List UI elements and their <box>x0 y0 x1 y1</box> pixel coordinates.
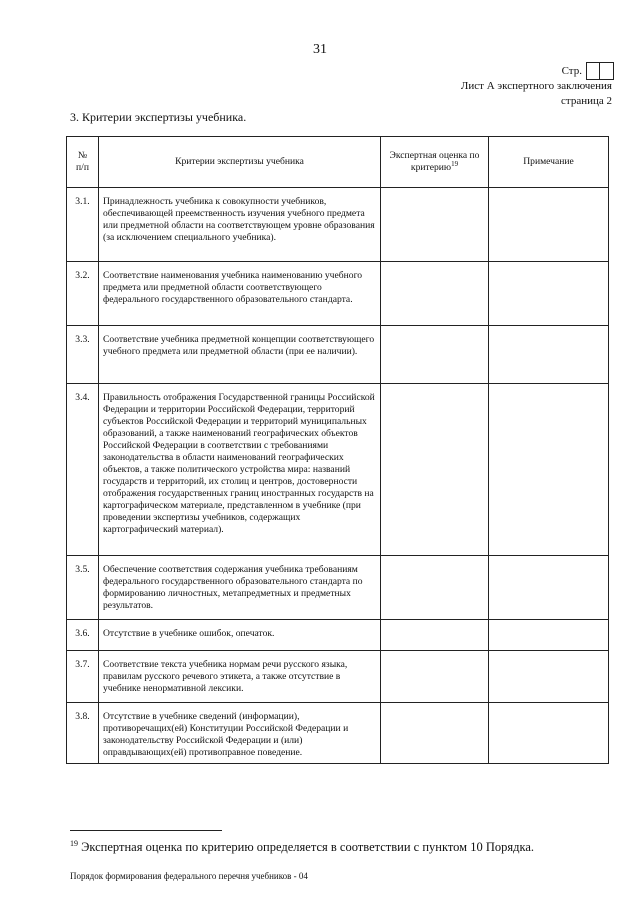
row-number: 3.5. <box>67 556 99 620</box>
row-assessment-cell[interactable] <box>381 620 489 651</box>
table-row <box>67 188 609 262</box>
header-number <box>67 137 99 188</box>
sheet-page: страница 2 <box>561 95 612 107</box>
row-criterion: Соответствие наименования учебника наименованию учебного предмета или предметной области соответствующего федерального государственного образовательного стандарта. <box>99 262 381 326</box>
header-note: Примечание <box>489 137 609 188</box>
page-reference <box>562 62 614 80</box>
row-assessment-cell[interactable] <box>381 384 489 556</box>
row-note-cell[interactable] <box>489 556 609 620</box>
header-number-symbol: № <box>77 150 88 161</box>
row-criterion: Отсутствие в учебнике сведений (информации), противоречащих(ей) Конституции Российской Федерации и законодательству Российской Федерации и (или) оправдывающих(ей) противоправное поведение. <box>99 703 381 764</box>
row-criterion: Соответствие текста учебника нормам речи русского языка, правилам русского речевого этикета, а также отсутствие в учебнике ненормативной лексики. <box>99 651 381 703</box>
row-number: 3.1. <box>67 188 99 262</box>
str-label: Стр. <box>561 65 582 77</box>
row-assessment-cell[interactable] <box>381 556 489 620</box>
footnote <box>70 840 534 855</box>
header-assessment <box>381 137 489 188</box>
row-number: 3.6. <box>67 620 99 651</box>
row-assessment-cell[interactable] <box>381 703 489 764</box>
table-header-row <box>67 137 609 188</box>
row-number: 3.3. <box>67 326 99 384</box>
header-criteria: Критерии экспертизы учебника <box>99 137 381 188</box>
row-note-cell[interactable] <box>489 651 609 703</box>
row-note-cell[interactable] <box>489 326 609 384</box>
footnote-text: Экспертная оценка по критерию определяется в соответствии с пунктом 10 Порядка. <box>78 840 535 854</box>
table-row <box>67 620 609 651</box>
footnote-marker: 19 <box>70 838 78 848</box>
row-number: 3.2. <box>67 262 99 326</box>
row-assessment-cell[interactable] <box>381 262 489 326</box>
row-criterion: Соответствие учебника предметной концепции соответствующего учебного предмета или предметной области (при ее наличии). <box>99 326 381 384</box>
row-note-cell[interactable] <box>489 620 609 651</box>
row-note-cell[interactable] <box>489 188 609 262</box>
table-row <box>67 556 609 620</box>
footnote-ref: 19 <box>451 159 459 168</box>
footnote-divider <box>70 830 222 831</box>
row-criterion: Правильность отображения Государственной границы Российской Федерации и территории Российской Федерации, территорий субъектов Российской Федерации и территорий муниципальных образований, а также наименований географических объектов Российской Федерации в соответствии с требованиями законодательства в области наименований географических объектов, а также политического устройства мира: названий государств и территорий, их столиц и центров, достоверности отображения государственных границ иностранных государств на картографическом материале, представленном в учебнике (при проведении экспертизы учебников, содержащих картографический материал). <box>99 384 381 556</box>
row-criterion: Обеспечение соответствия содержания учебника требованиям федерального государственного образовательного стандарта по формированию личностных, метапредметных и предметных результатов. <box>99 556 381 620</box>
row-number: 3.4. <box>67 384 99 556</box>
row-number: 3.8. <box>67 703 99 764</box>
row-number: 3.7. <box>67 651 99 703</box>
row-note-cell[interactable] <box>489 384 609 556</box>
row-note-cell[interactable] <box>489 703 609 764</box>
row-assessment-cell[interactable] <box>381 188 489 262</box>
table-row <box>67 703 609 764</box>
header-number-abbr: п/п <box>76 162 89 173</box>
table-row <box>67 326 609 384</box>
criteria-table <box>66 136 609 764</box>
table-row <box>67 262 609 326</box>
header-assessment-label: Экспертная оценка по критерию <box>389 150 480 173</box>
sheet-title: Лист А экспертного заключения <box>460 80 612 92</box>
row-assessment-cell[interactable] <box>381 651 489 703</box>
table-row <box>67 651 609 703</box>
section-title: 3. Критерии экспертизы учебника. <box>70 110 247 124</box>
row-note-cell[interactable] <box>489 262 609 326</box>
page-number-box <box>586 62 614 80</box>
row-criterion: Принадлежность учебника к совокупности учебников, обеспечивающей преемственность изучения учебного предмета или предметной области на соответствующем уровне образования (за исключением специального учебника). <box>99 188 381 262</box>
sheet-header <box>461 79 612 109</box>
row-criterion: Отсутствие в учебнике ошибок, опечаток. <box>99 620 381 651</box>
row-assessment-cell[interactable] <box>381 326 489 384</box>
page-number: 31 <box>313 42 327 57</box>
table-row <box>67 384 609 556</box>
page-footer: Порядок формирования федерального перечня учебников - 04 <box>70 871 308 881</box>
